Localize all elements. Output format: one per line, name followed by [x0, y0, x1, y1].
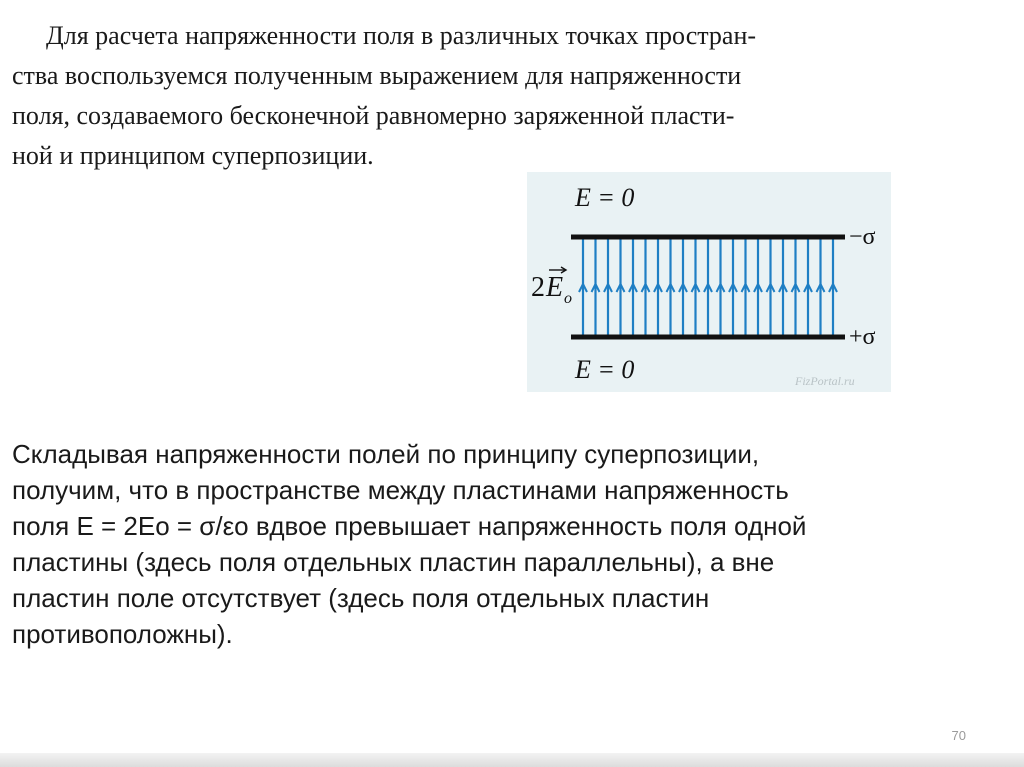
parallel-plates-figure: [527, 172, 891, 392]
watermark: FizPortal.ru: [795, 374, 855, 388]
field-label-subscript: o: [564, 290, 572, 307]
field-lines-group: [579, 237, 837, 337]
top-field-label: E = 0: [575, 183, 635, 212]
conclusion-line: получим, что в пространстве между пластинами напряженность: [12, 475, 789, 505]
conclusion-paragraph: [12, 436, 1002, 652]
top-plate-charge: −σ: [849, 224, 876, 250]
intro-line: ства воспользуемся полученным выражением для напряженности: [12, 61, 742, 90]
intro-line: ной и принципом суперпозиции.: [12, 141, 374, 170]
intro-line: Для расчета напряженности поля в различных точках простран-: [46, 21, 757, 50]
page-number: 70: [951, 728, 966, 743]
field-label-symbol: E: [546, 272, 564, 303]
bottom-field-label: E = 0: [575, 355, 635, 384]
field-label-coefficient: 2: [531, 272, 545, 303]
intro-line: поля, создаваемого бесконечной равномерно заряженной пласти-: [12, 101, 735, 130]
conclusion-line: пластины (здесь поля отдельных пластин параллельны), а вне: [12, 547, 775, 577]
conclusion-line: противоположны).: [12, 619, 233, 649]
intro-paragraph: [12, 16, 1002, 176]
slide-bottom-edge: [0, 753, 1024, 767]
conclusion-line: поля E = 2Eo = σ/εo вдвое превышает напряженность поля одной: [12, 511, 807, 541]
bottom-plate-charge: +σ: [849, 324, 876, 350]
conclusion-line: Складывая напряженности полей по принципу суперпозиции,: [12, 439, 760, 469]
conclusion-line: пластин поле отсутствует (здесь поля отдельных пластин: [12, 583, 710, 613]
parallel-plates-diagram: [527, 172, 891, 392]
